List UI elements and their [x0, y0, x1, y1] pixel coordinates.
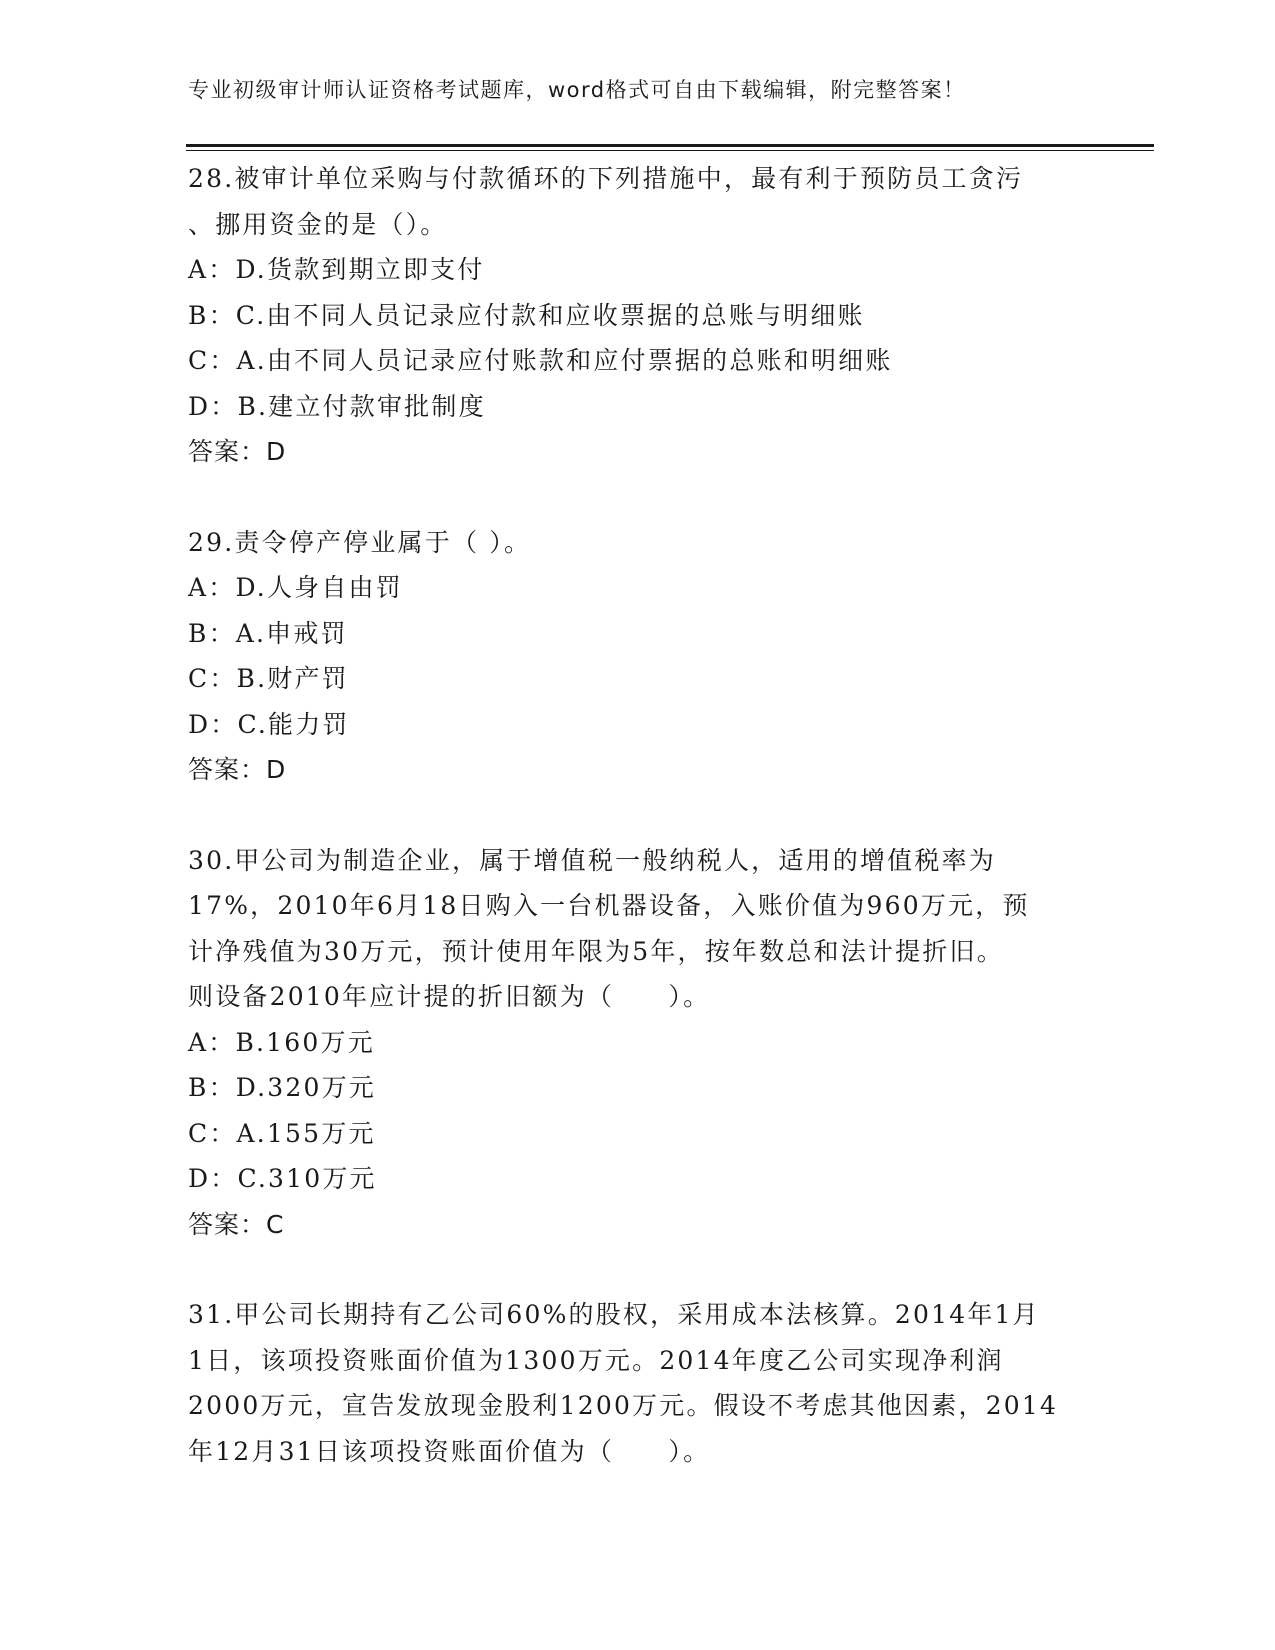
answer-line: 答案：D	[188, 437, 287, 466]
option-d: D：C.能力罚	[188, 709, 350, 739]
question-29	[188, 520, 1088, 793]
question-text-line: 29.责令停产停业属于（ ）。	[188, 527, 532, 557]
question-text-line: 年12月31日该项投资账面价值为（ ）。	[188, 1436, 711, 1466]
question-list	[188, 156, 1088, 1474]
option-d: D：B.建立付款审批制度	[188, 391, 486, 421]
question-text-line: 计净残值为30万元，预计使用年限为5年，按年数总和法计提折旧。	[188, 936, 1004, 966]
option-b: B：D.320万元	[188, 1073, 376, 1102]
option-c: C：B.财产罚	[188, 664, 349, 693]
option-c: C：A.155万元	[188, 1118, 376, 1148]
header-rule-thick	[186, 144, 1154, 147]
option-a: A：B.160万元	[188, 1027, 375, 1057]
question-text-line: 17%，2010年6月18日购入一台机器设备，入账价值为960万元，预	[188, 891, 1030, 920]
answer-line: 答案：D	[188, 755, 287, 784]
question-text-line: 31.甲公司长期持有乙公司60%的股权，采用成本法核算。2014年1月	[188, 1300, 1040, 1329]
option-c: C：A.由不同人员记录应付账款和应付票据的总账和明细账	[188, 346, 893, 375]
question-text-line: 1日，该项投资账面价值为1300万元。2014年度乙公司实现净利润	[188, 1345, 1004, 1375]
option-b: B：A.申戒罚	[188, 618, 348, 648]
option-a: A：D.货款到期立即支付	[188, 255, 485, 284]
header-rule-thin	[186, 150, 1154, 151]
option-a: A：D.人身自由罚	[188, 573, 403, 602]
question-text-line: 、挪用资金的是（）。	[188, 209, 448, 239]
question-text-line: 30.甲公司为制造企业，属于增值税一般纳税人，适用的增值税率为	[188, 845, 996, 875]
option-d: D：C.310万元	[188, 1164, 377, 1193]
question-text-line: 2000万元，宣告发放现金股利1200万元。假设不考虑其他因素，2014	[188, 1391, 1059, 1420]
question-30	[188, 838, 1088, 1248]
question-text-line: 28.被审计单位采购与付款循环的下列措施中，最有利于预防员工贪污	[188, 164, 1024, 193]
page-header: 专业初级审计师认证资格考试题库，word格式可自由下载编辑，附完整答案！	[188, 78, 966, 102]
question-text-line: 则设备2010年应计提的折旧额为（ ）。	[188, 982, 711, 1011]
answer-line: 答案：C	[188, 1209, 285, 1239]
option-b: B：C.由不同人员记录应付款和应收票据的总账与明细账	[188, 300, 865, 330]
question-31	[188, 1292, 1088, 1474]
question-28	[188, 156, 1088, 475]
